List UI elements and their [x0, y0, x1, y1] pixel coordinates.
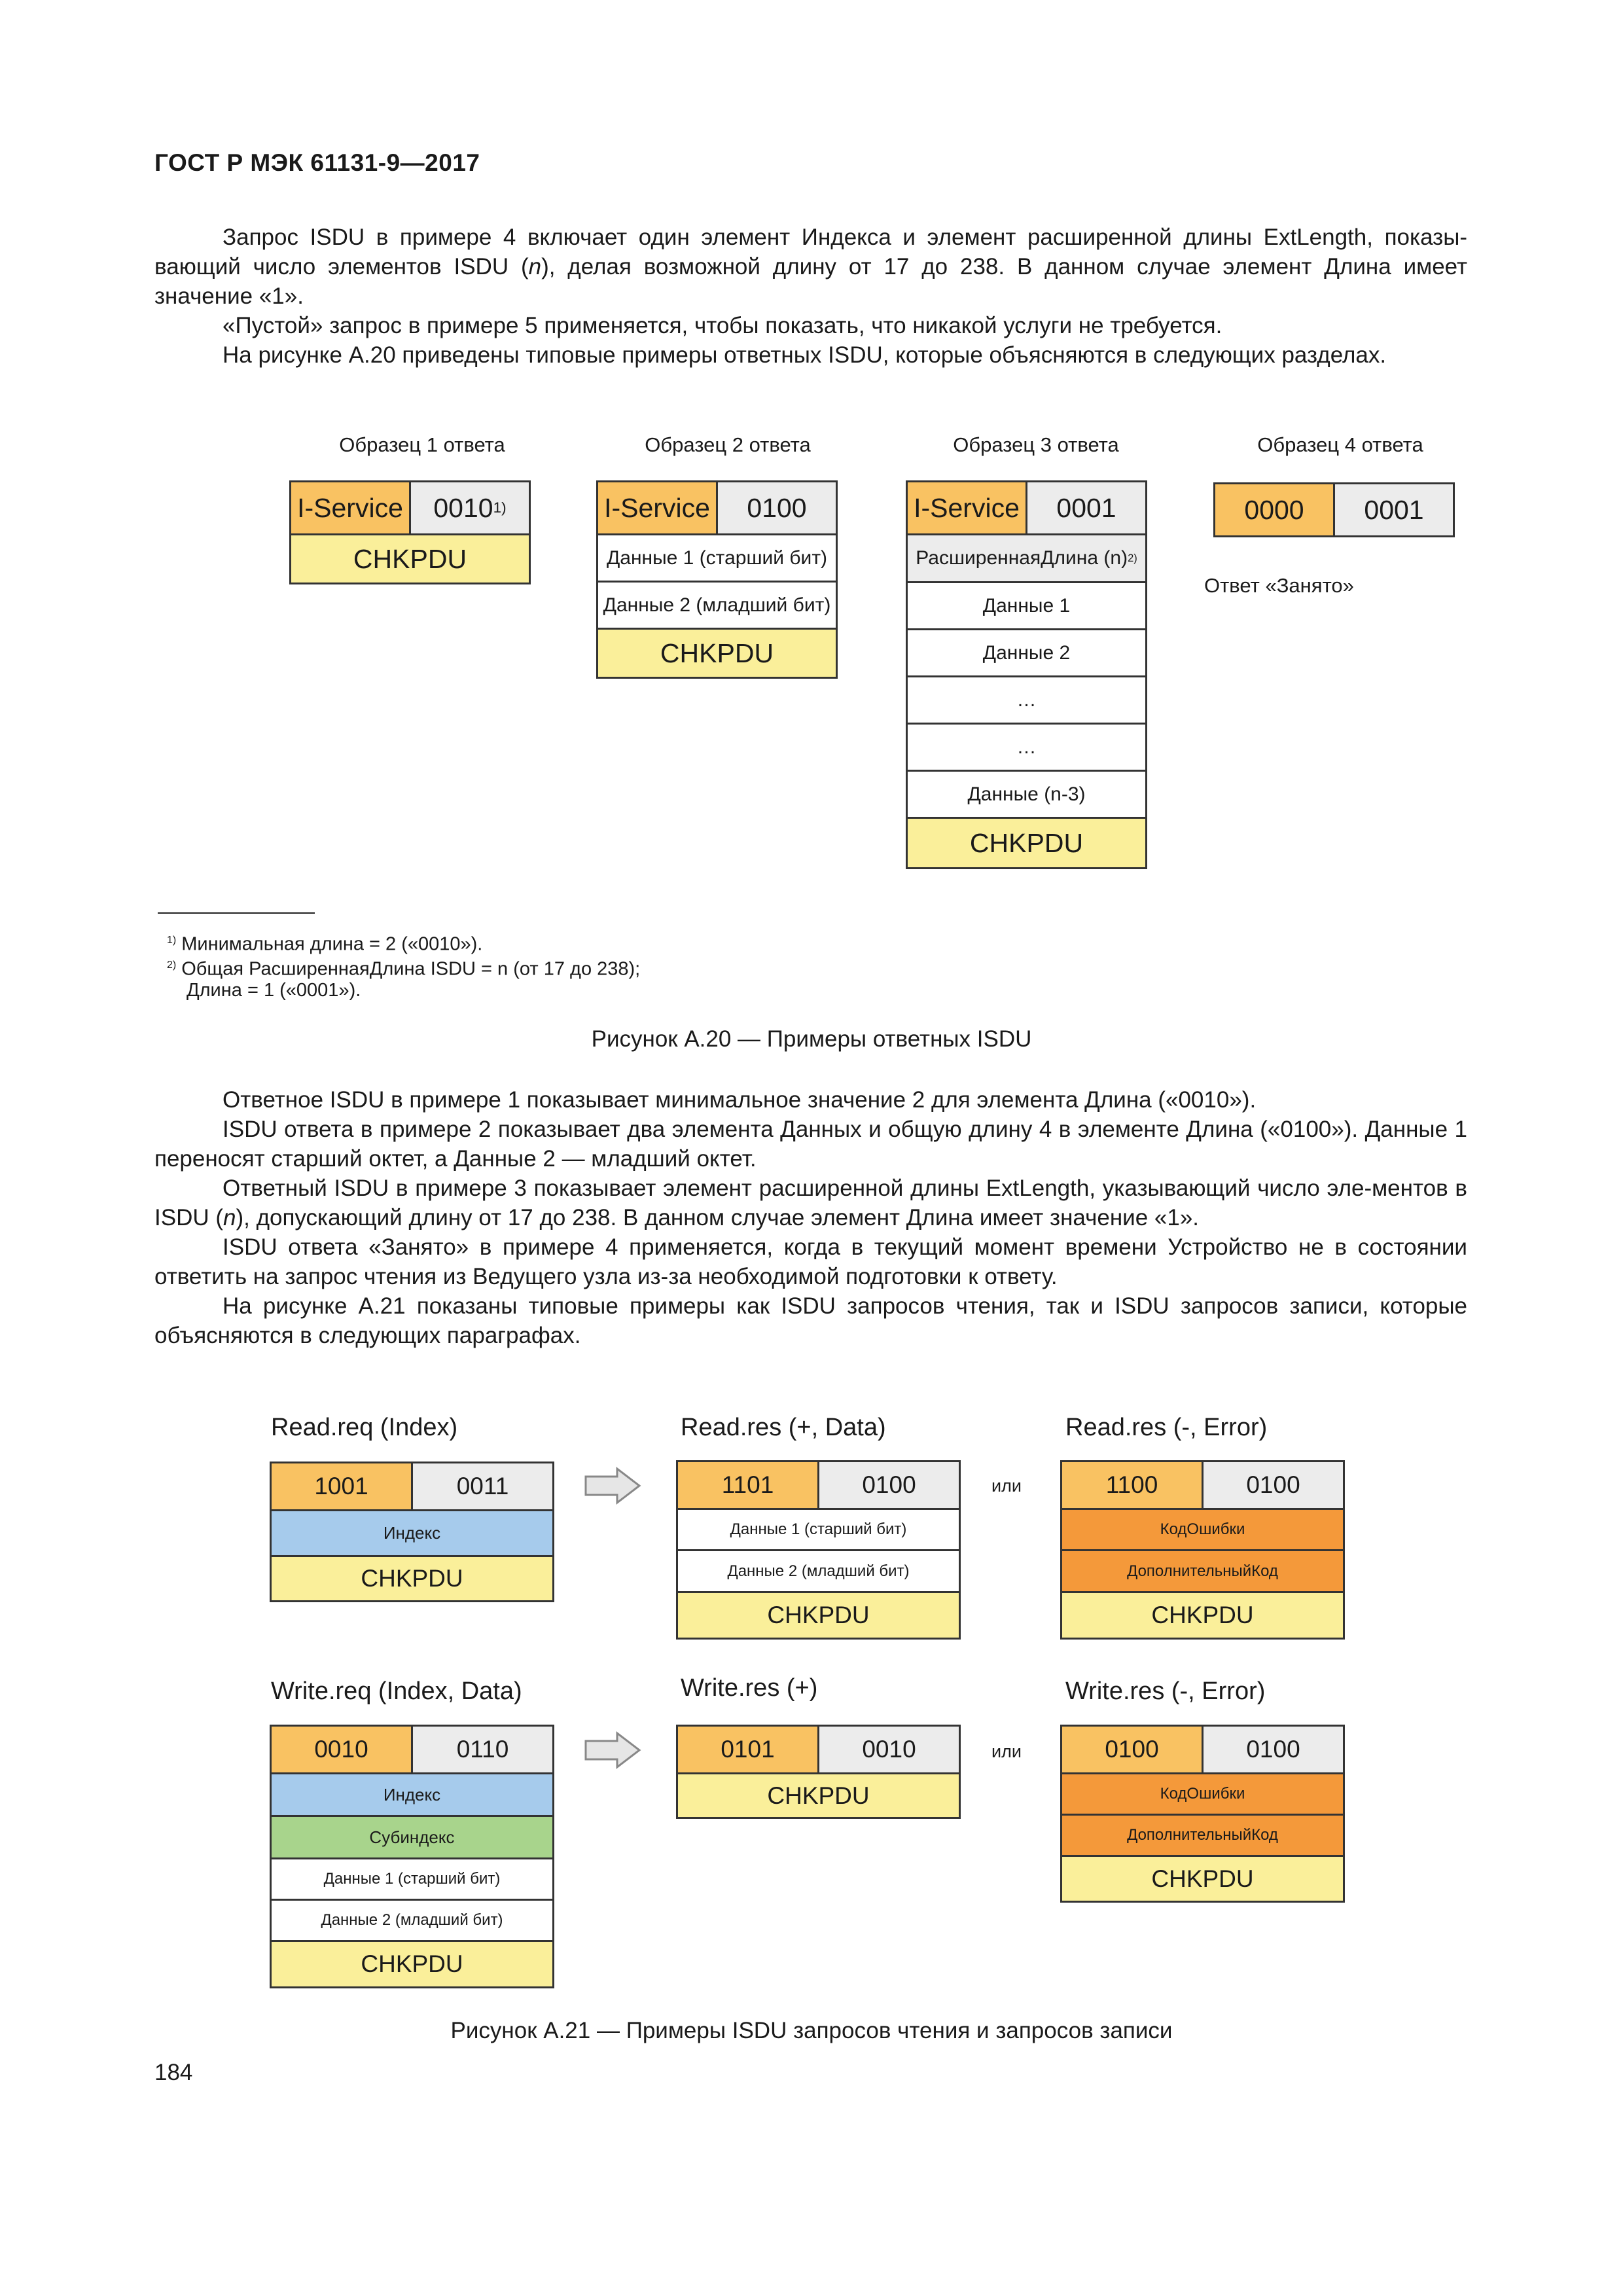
write-req-data-2: Данные 2 (младший бит): [270, 1899, 554, 1942]
read-arrow-icon: [584, 1466, 642, 1505]
figure-21-caption: Рисунок А.21 — Примеры ISDU запросов чтения и запросов записи: [450, 2018, 1173, 2043]
sample-3-ellipsis-2: …: [906, 723, 1147, 772]
intro-paragraph-1: Запрос ISDU в примере 4 включает один элемент Индекса и элемент расширенной длины ExtLength, показы-вающий число элементов ISDU (n), делая возможной длину от 17 до 238. В данном случае элемент Длина имеет значение «1».: [154, 224, 1467, 309]
mid-paragraph-5: На рисунке А.21 показаны типовые примеры как ISDU запросов чтения, так и ISDU запросов записи, которые объясняются в следующих параграфах.: [154, 1293, 1467, 1348]
write-req-chkpdu: CHKPDU: [270, 1940, 554, 1988]
sample-2-length: 0100: [716, 480, 838, 535]
footnote-1: $^{1)}$ Минимальная длина = 2 («0010»).: [167, 933, 483, 955]
write-res-err-errorcode: КодОшибки: [1060, 1772, 1345, 1816]
write-res-err-length: 0100: [1202, 1725, 1345, 1774]
sample-2-caption: Образец 2 ответа: [645, 433, 811, 456]
read-or-label: или: [991, 1476, 1022, 1496]
mid-paragraph-3: Ответный ISDU в примере 3 показывает элемент расширенной длины ExtLength, указывающий число эле-ментов в ISDU (n), допускающий длину от 17 до 238. В данном случае элемент Длина имеет значение «1».: [154, 1175, 1467, 1230]
write-req-title: Write.req (Index, Data): [271, 1677, 522, 1705]
intro-text: [154, 223, 1467, 370]
sample-3-ext-length: РасширеннаяДлина (n) 2): [906, 533, 1147, 583]
write-res-err-chkpdu: CHKPDU: [1060, 1855, 1345, 1903]
read-req-chkpdu: CHKPDU: [270, 1555, 554, 1602]
write-res-ok-length: 0010: [817, 1725, 961, 1774]
read-res-ok-title: Read.res (+, Data): [681, 1414, 886, 1441]
document-header: ГОСТ Р МЭК 61131-9—2017: [154, 149, 480, 176]
page-number: 184: [154, 2060, 193, 2085]
mid-paragraph-2: ISDU ответа в примере 2 показывает два элемента Данных и общую длину 4 в элементе Длина («0100»). Данные 1 переносят старший октет, а Данные 2 — младший октет.: [154, 1117, 1467, 1172]
read-req-index: Индекс: [270, 1509, 554, 1557]
read-res-ok-length: 0100: [817, 1460, 961, 1510]
sample-3-data-1: Данные 1: [906, 581, 1147, 630]
sample-3-length: 0001: [1026, 480, 1147, 535]
sample-2-data-2: Данные 2 (младший бит): [596, 581, 838, 630]
read-res-ok-code: 1101: [676, 1460, 819, 1510]
mid-paragraph-4: ISDU ответа «Занято» в примере 4 применяется, когда в текущий момент времени Устройство не в состоянии ответить на запрос чтения из Ведущего узла из-за необходимой подготовки к ответу.: [154, 1234, 1467, 1289]
read-req-code: 1001: [270, 1462, 413, 1511]
write-res-err-title: Write.res (-, Error): [1065, 1677, 1266, 1705]
sample-3-data-2: Данные 2: [906, 628, 1147, 677]
write-req-subindex: Субиндекс: [270, 1815, 554, 1859]
write-res-ok-title: Write.res (+): [681, 1674, 818, 1702]
mid-paragraph-1: Ответное ISDU в примере 1 показывает минимальное значение 2 для элемента Длина («0010»).: [223, 1087, 1257, 1113]
read-res-err-title: Read.res (-, Error): [1065, 1414, 1268, 1441]
sample-4-length: 0001: [1333, 482, 1455, 537]
sample-4-code: 0000: [1213, 482, 1335, 537]
sample-1-service: I-Service: [289, 480, 411, 535]
read-res-ok-chkpdu: CHKPDU: [676, 1591, 961, 1640]
sample-2-service: I-Service: [596, 480, 718, 535]
sample-1-length: 0010 1): [409, 480, 531, 535]
write-res-err-addcode: ДополнительныйКод: [1060, 1814, 1345, 1857]
write-or-label: или: [991, 1742, 1022, 1761]
figure-20-caption: Рисунок А.20 — Примеры ответных ISDU: [591, 1026, 1032, 1052]
read-res-err-errorcode: КодОшибки: [1060, 1508, 1345, 1551]
sample-2-data-1: Данные 1 (старший бит): [596, 533, 838, 583]
footnote-2-cont: Длина = 1 («0001»).: [187, 980, 361, 1001]
footnote-2: $^{2)}$ Общая РасширеннаяДлина ISDU = n (от 17 до 238);: [167, 958, 641, 980]
read-res-ok-data-2: Данные 2 (младший бит): [676, 1549, 961, 1593]
read-res-ok-data-1: Данные 1 (старший бит): [676, 1508, 961, 1551]
write-req-code: 0010: [270, 1725, 413, 1774]
sample-4-note: Ответ «Занято»: [1204, 574, 1354, 597]
write-req-length: 0110: [411, 1725, 554, 1774]
sample-3-caption: Образец 3 ответа: [953, 433, 1119, 456]
read-res-err-addcode: ДополнительныйКод: [1060, 1549, 1345, 1593]
intro-paragraph-3: На рисунке А.20 приведены типовые примеры ответных ISDU, которые объясняются в следующих разделах.: [223, 342, 1387, 368]
read-res-err-chkpdu: CHKPDU: [1060, 1591, 1345, 1640]
write-req-data-1: Данные 1 (старший бит): [270, 1857, 554, 1901]
read-req-length: 0011: [411, 1462, 554, 1511]
read-res-err-length: 0100: [1202, 1460, 1345, 1510]
sample-1-chkpdu: CHKPDU: [289, 533, 531, 584]
sample-3-service: I-Service: [906, 480, 1027, 535]
sample-4-caption: Образец 4 ответа: [1257, 433, 1423, 456]
footnote-separator: [158, 912, 315, 914]
sample-3-data-n3: Данные (n-3): [906, 770, 1147, 819]
mid-text: [154, 1085, 1467, 1350]
write-res-err-code: 0100: [1060, 1725, 1204, 1774]
write-req-index: Индекс: [270, 1772, 554, 1817]
read-req-title: Read.req (Index): [271, 1414, 458, 1441]
sample-2-chkpdu: CHKPDU: [596, 628, 838, 679]
write-arrow-icon: [584, 1731, 642, 1770]
sample-1-caption: Образец 1 ответа: [339, 433, 505, 456]
write-res-ok-code: 0101: [676, 1725, 819, 1774]
sample-3-ellipsis-1: …: [906, 675, 1147, 725]
intro-paragraph-2: «Пустой» запрос в примере 5 применяется, чтобы показать, что никакой услуги не требуется.: [223, 313, 1222, 338]
sample-3-chkpdu: CHKPDU: [906, 817, 1147, 869]
write-res-ok-chkpdu: CHKPDU: [676, 1772, 961, 1819]
read-res-err-code: 1100: [1060, 1460, 1204, 1510]
